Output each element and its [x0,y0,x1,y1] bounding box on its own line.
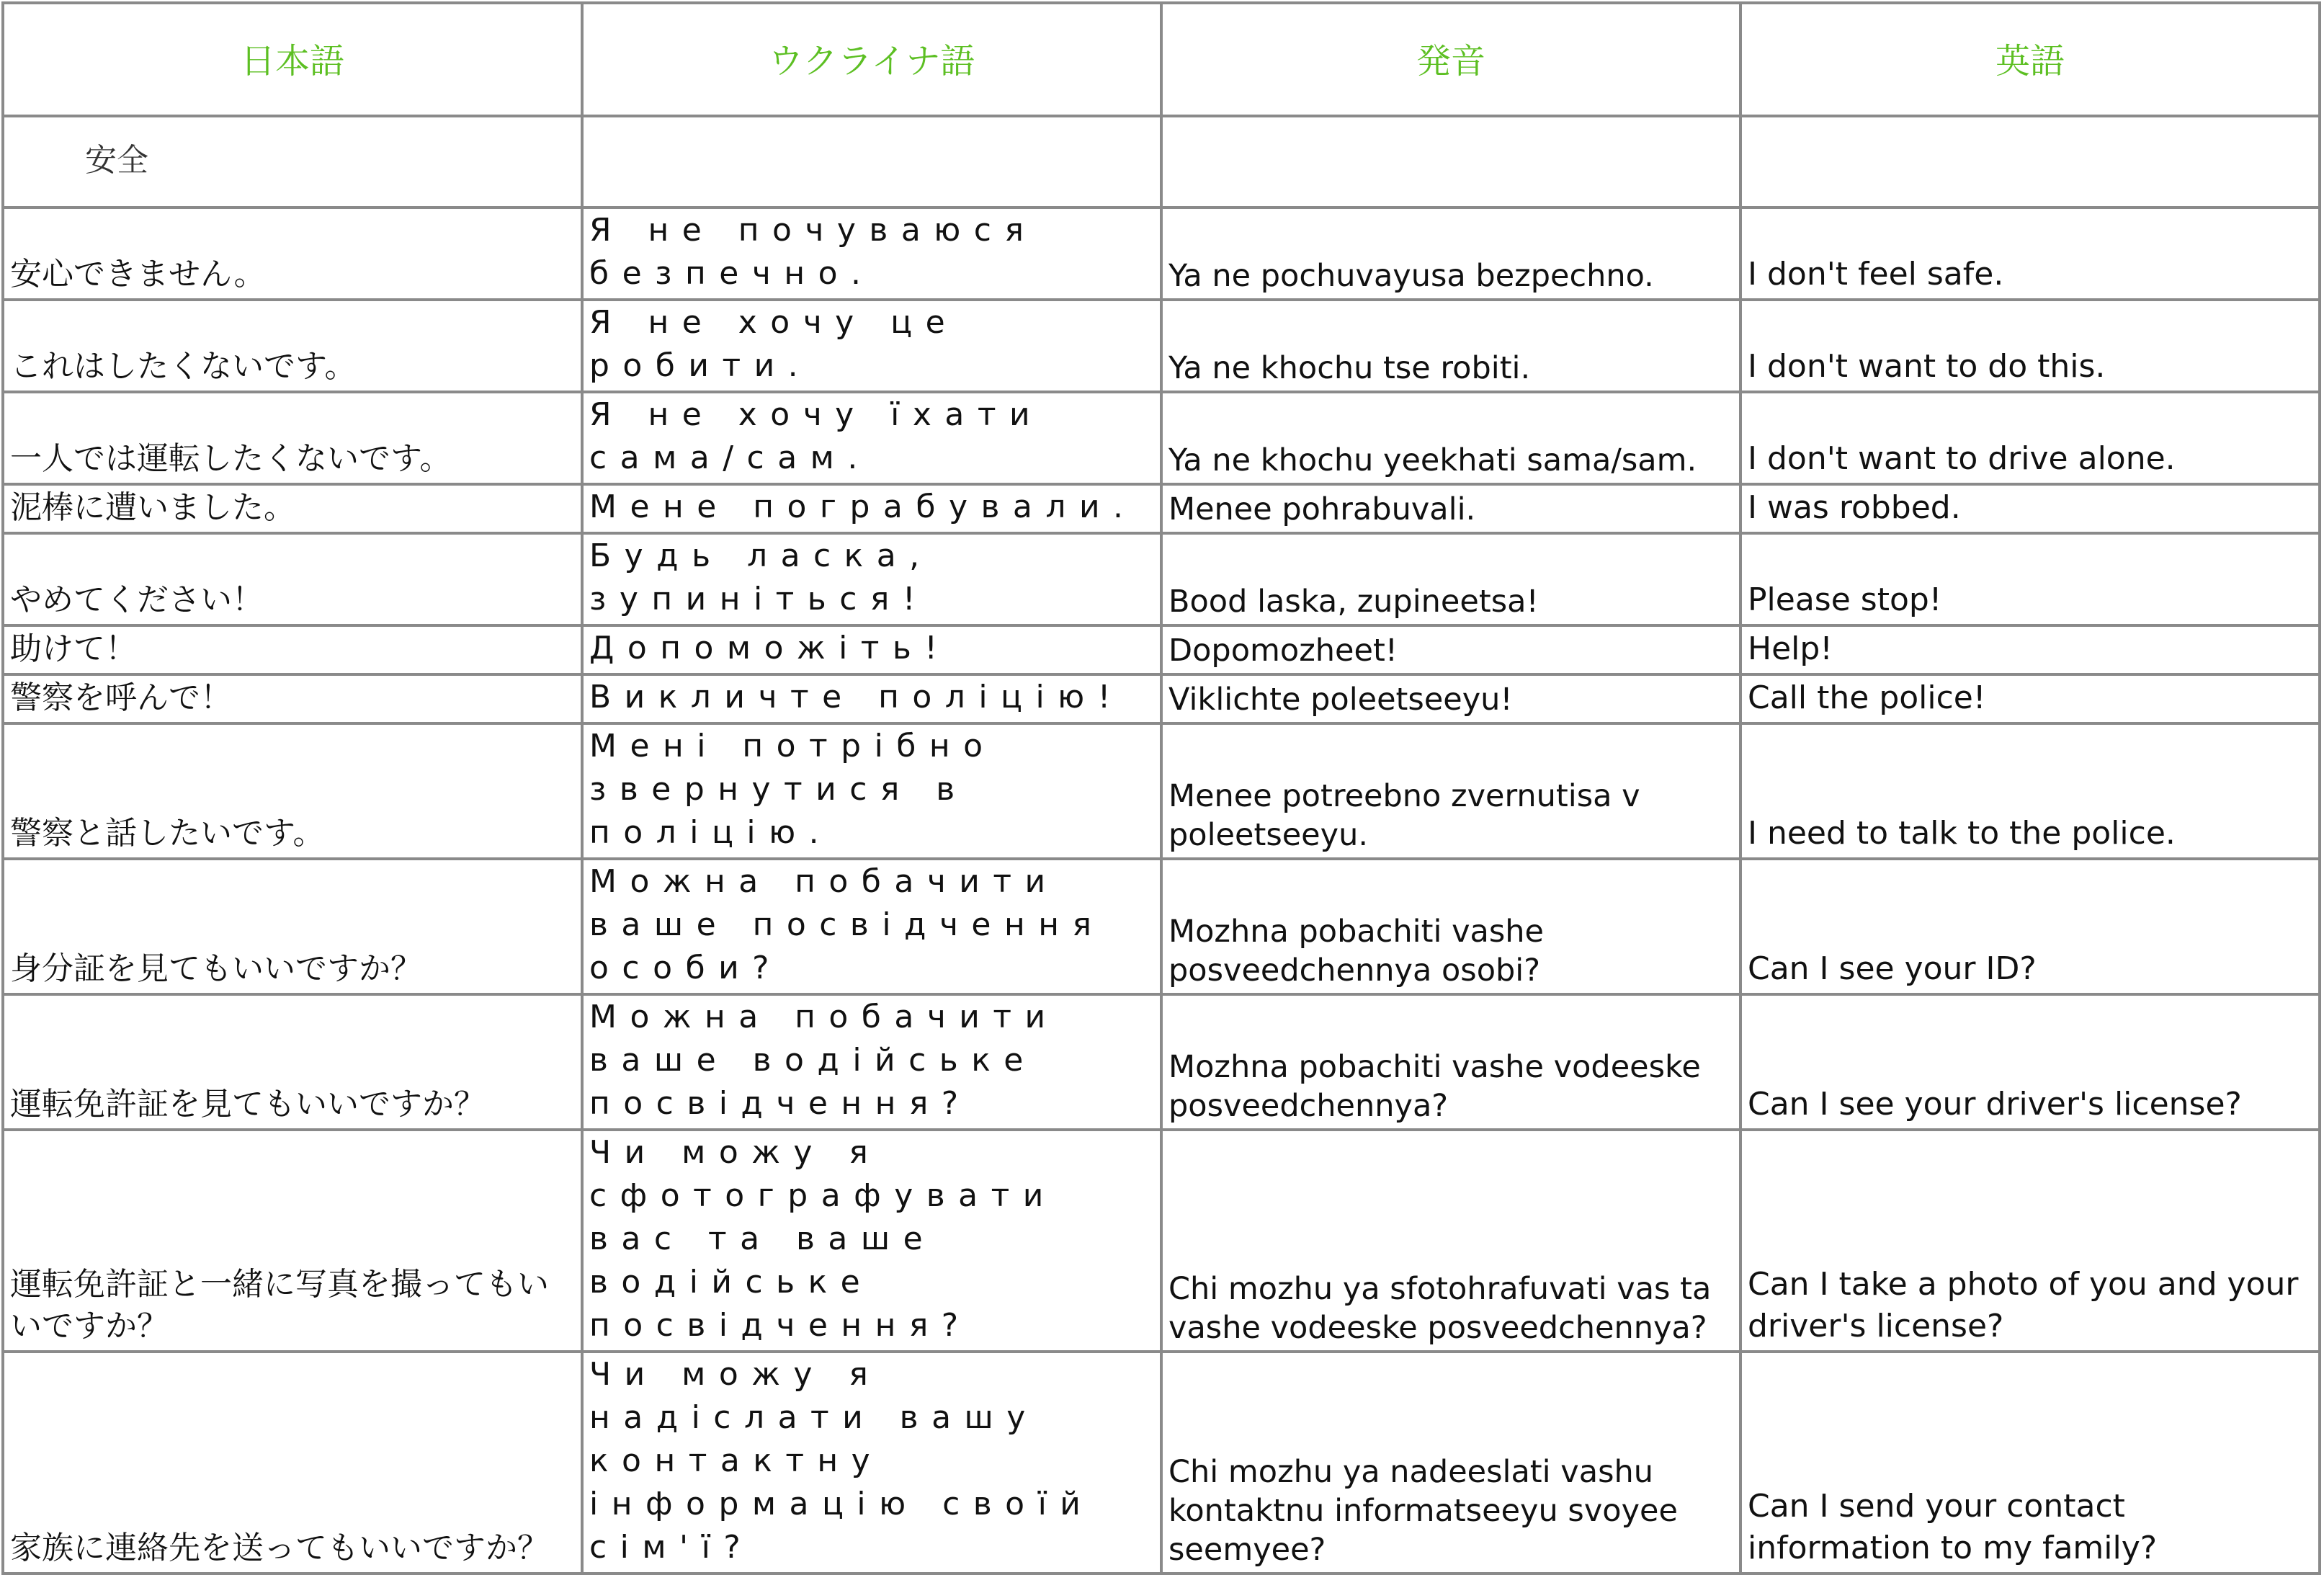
section-row [3,116,2320,208]
ukrainian-cell: Я не хочу їхати сама/сам. [582,392,1161,484]
table-row [3,674,2320,723]
pronunciation-cell: Menee potreebno zvernutisa v poleetseeyu. [1161,723,1740,859]
japanese-cell: 一人では運転したくないです。 [3,392,582,484]
ukrainian-cell: Викличте поліцію! [582,674,1161,723]
header-ukrainian: ウクライナ語 [582,3,1161,116]
english-cell: Call the police! [1740,674,2320,723]
table-row [3,723,2320,859]
ukrainian-cell: Мене пограбували. [582,484,1161,533]
header-japanese: 日本語 [3,3,582,116]
pronunciation-cell: Mozhna pobachiti vashe vodeeske posveedchennya? [1161,994,1740,1130]
japanese-cell: 泥棒に遭いました。 [3,484,582,533]
english-cell: I was robbed. [1740,484,2320,533]
english-cell: I don't feel safe. [1740,208,2320,300]
japanese-cell: 運転免許証と一緒に写真を撮ってもいいですか？ [3,1130,582,1352]
empty-cell [582,116,1161,208]
pronunciation-cell: Ya ne khochu yeekhati sama/sam. [1161,392,1740,484]
section-label: 安全 [3,116,582,208]
table-row [3,392,2320,484]
ukrainian-cell: Я не почуваюся безпечно. [582,208,1161,300]
japanese-cell: これはしたくないです。 [3,300,582,392]
japanese-cell: 警察と話したいです。 [3,723,582,859]
english-cell: I need to talk to the police. [1740,723,2320,859]
phrase-table [1,1,2321,1575]
japanese-cell: 助けて！ [3,625,582,674]
pronunciation-cell: Dopomozheet! [1161,625,1740,674]
table-row [3,994,2320,1130]
empty-cell [1161,116,1740,208]
header-pronunciation: 発音 [1161,3,1740,116]
japanese-cell: 家族に連絡先を送ってもいいですか？ [3,1352,582,1574]
english-cell: Please stop! [1740,533,2320,625]
japanese-cell: 身分証を見てもいいですか？ [3,859,582,994]
ukrainian-cell: Допоможіть! [582,625,1161,674]
pronunciation-cell: Ya ne khochu tse robiti. [1161,300,1740,392]
ukrainian-cell: Я не хочу це робити. [582,300,1161,392]
empty-cell [1740,116,2320,208]
japanese-cell: 運転免許証を見てもいいですか？ [3,994,582,1130]
table-row [3,859,2320,994]
ukrainian-cell: Можна побачити ваше водійське посвідчення? [582,994,1161,1130]
table-row [3,533,2320,625]
ukrainian-cell: Будь ласка, зупиніться! [582,533,1161,625]
ukrainian-cell: Мені потрібно звернутися в поліцію. [582,723,1161,859]
pronunciation-cell: Bood laska, zupineetsa! [1161,533,1740,625]
english-cell: Can I send your contact information to my family? [1740,1352,2320,1574]
table-row [3,484,2320,533]
japanese-cell: やめてください！ [3,533,582,625]
english-cell: Can I see your driver's license? [1740,994,2320,1130]
table-row [3,1130,2320,1352]
pronunciation-cell: Chi mozhu ya nadeeslati vashu kontaktnu informatseeyu svoyee seemyee? [1161,1352,1740,1574]
pronunciation-cell: Mozhna pobachiti vashe posveedchennya osobi? [1161,859,1740,994]
english-cell: Help! [1740,625,2320,674]
english-cell: Can I see your ID? [1740,859,2320,994]
table-row [3,625,2320,674]
table-row [3,300,2320,392]
english-cell: I don't want to do this. [1740,300,2320,392]
japanese-cell: 警察を呼んで！ [3,674,582,723]
pronunciation-cell: Ya ne pochuvayusa bezpechno. [1161,208,1740,300]
header-english: 英語 [1740,3,2320,116]
pronunciation-cell: Menee pohrabuvali. [1161,484,1740,533]
pronunciation-cell: Chi mozhu ya sfotohrafuvati vas ta vashe vodeeske posveedchennya? [1161,1130,1740,1352]
ukrainian-cell: Чи можу я надіслати вашу контактну інформацію своїй сім'ї? [582,1352,1161,1574]
pronunciation-cell: Viklichte poleetseeyu! [1161,674,1740,723]
header-row [3,3,2320,116]
table-row [3,208,2320,300]
english-cell: Can I take a photo of you and your driver's license? [1740,1130,2320,1352]
ukrainian-cell: Можна побачити ваше посвідчення особи? [582,859,1161,994]
japanese-cell: 安心できません。 [3,208,582,300]
ukrainian-cell: Чи можу я сфотографувати вас та ваше водійське посвідчення? [582,1130,1161,1352]
table-row [3,1352,2320,1574]
english-cell: I don't want to drive alone. [1740,392,2320,484]
